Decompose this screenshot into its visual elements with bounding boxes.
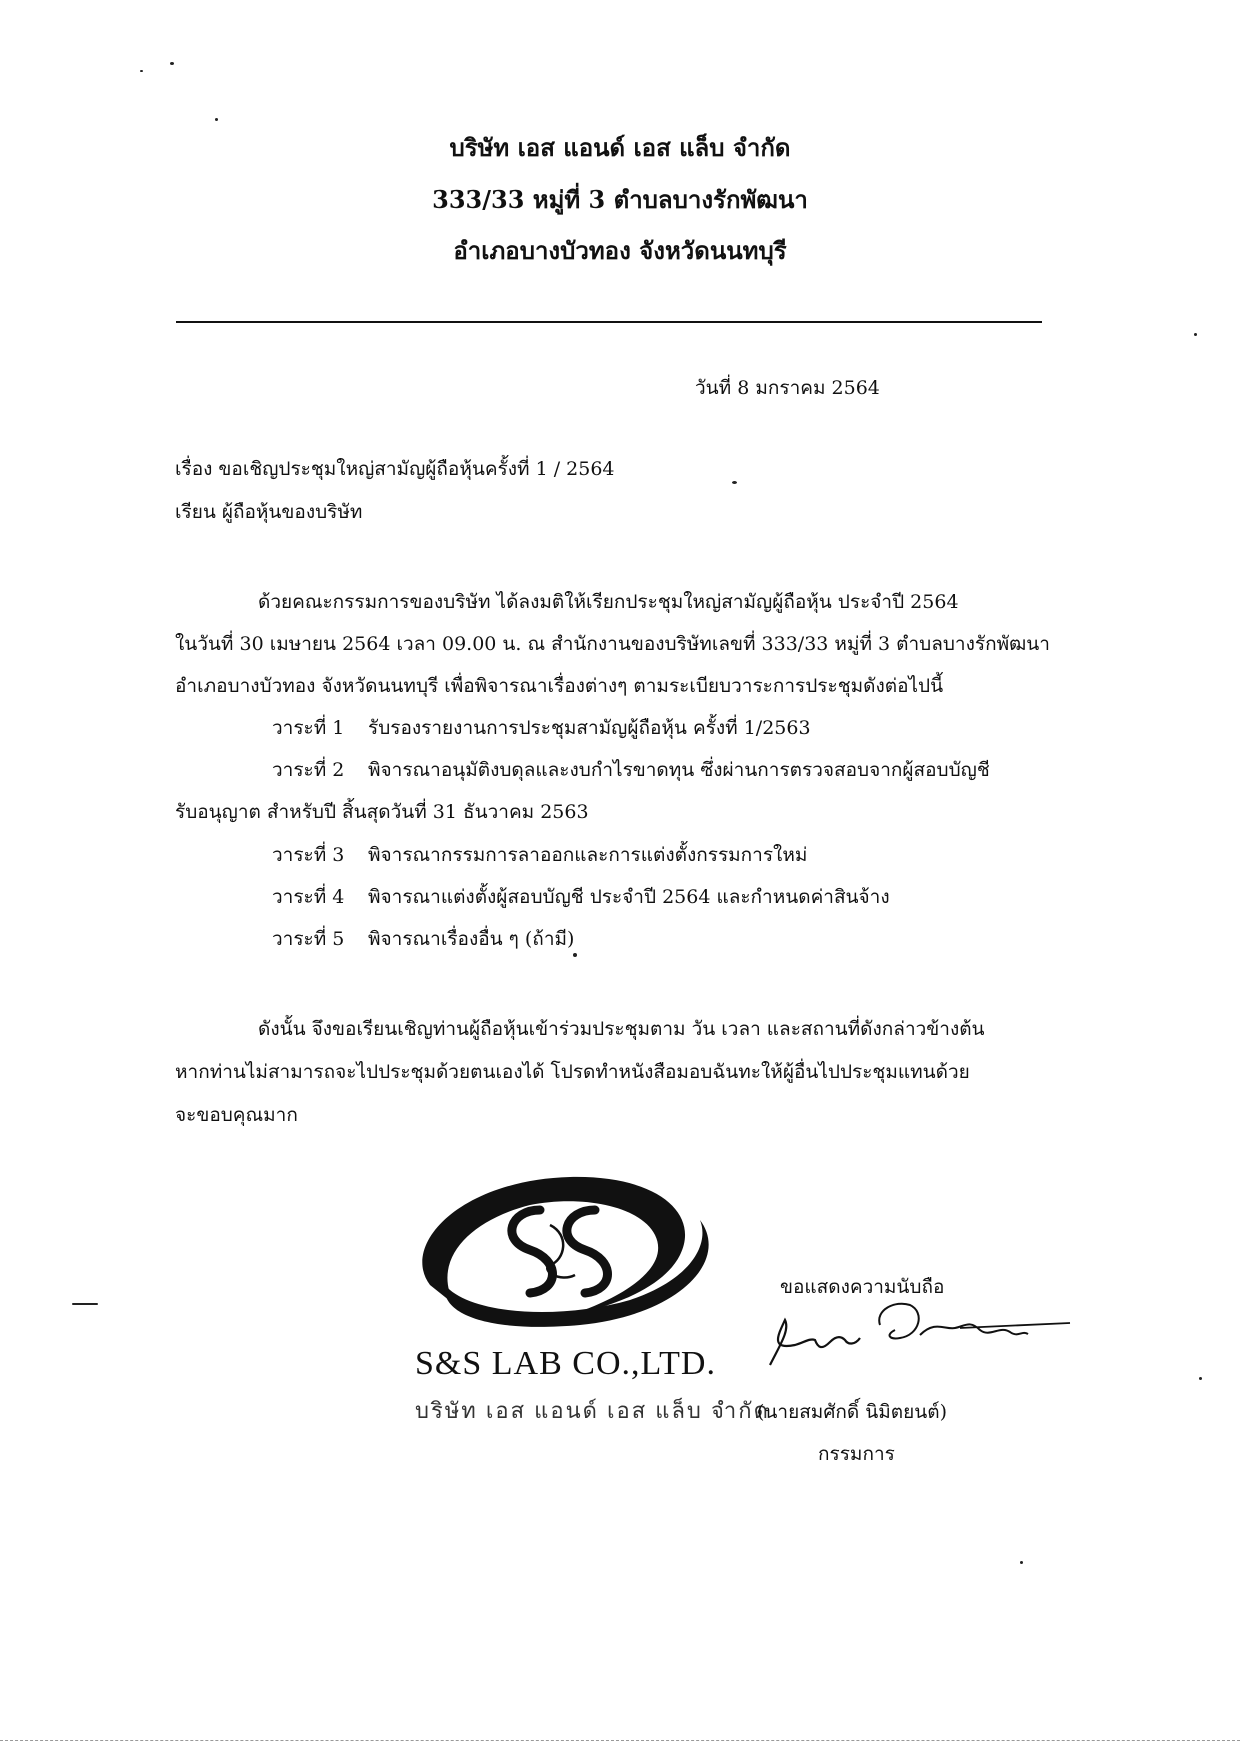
logo-name-th: บริษัท เอส แอนด์ เอส แล็บ จำกัด — [415, 1398, 770, 1423]
closing-line-3: จะขอบคุณมาก — [175, 1104, 298, 1126]
signer-name: (นายสมศักดิ์ นิมิตยนต์) — [757, 1401, 947, 1423]
scan-speck — [215, 118, 218, 121]
letter-recipient: เรียน ผู้ถือหุ้นของบริษัท — [175, 501, 363, 523]
agenda-number: วาระที่ 5 — [272, 928, 345, 950]
scan-edge — [0, 1740, 1240, 1741]
agenda-number: วาระที่ 4 — [272, 886, 345, 908]
scan-speck — [1020, 1561, 1023, 1564]
agenda-text: รับรองรายงานการประชุมสามัญผู้ถือหุ้น ครั้งที่ 1/2563 — [368, 717, 811, 739]
closing-line-1: ดังนั้น จึงขอเรียนเชิญท่านผู้ถือหุ้นเข้าร่วมประชุมตาม วัน เวลา และสถานที่ดังกล่าวข้างต้น — [258, 1018, 985, 1040]
company-name: บริษัท เอส แอนด์ เอส แล็บ จำกัด — [449, 133, 791, 162]
scan-speck — [72, 1303, 98, 1305]
agenda-text-continuation: รับอนุญาต สำหรับปี สิ้นสุดวันที่ 31 ธันวาคม 2563 — [175, 801, 589, 823]
handwritten-signature — [760, 1290, 1080, 1380]
intro-line-2: ในวันที่ 30 เมษายน 2564 เวลา 09.00 น. ณ สำนักงานของบริษัทเลขที่ 333/33 หมู่ที่ 3 ตำบลบางรักพัฒนา — [175, 633, 1050, 655]
agenda-number: วาระที่ 3 — [272, 844, 345, 866]
company-address-line1: 333/33 หมู่ที่ 3 ตำบลบางรักพัฒนา — [432, 185, 808, 214]
intro-line-3: อำเภอบางบัวทอง จังหวัดนนทบุรี เพื่อพิจารณาเรื่องต่างๆ ตามระเบียบวาระการประชุมดังต่อไปนี้ — [175, 675, 944, 697]
signer-title: กรรมการ — [818, 1443, 895, 1465]
agenda-text: พิจารณาอนุมัติงบดุลและงบกำไรขาดทุน ซึ่งผ่านการตรวจสอบจากผู้สอบบัญชี — [368, 759, 990, 781]
closing-regards: ขอแสดงความนับถือ — [780, 1276, 945, 1298]
letter-subject: เรื่อง ขอเชิญประชุมใหญ่สามัญผู้ถือหุ้นครั้งที่ 1 / 2564 — [175, 458, 615, 480]
agenda-number: วาระที่ 1 — [272, 717, 345, 739]
scan-speck — [732, 481, 737, 484]
header-divider — [176, 321, 1042, 323]
scan-speck — [573, 953, 577, 957]
scan-speck — [140, 70, 143, 72]
logo-name-en: S&S LAB CO.,LTD. — [415, 1345, 716, 1382]
scan-speck — [1194, 333, 1197, 336]
intro-line-1: ด้วยคณะกรรมการของบริษัท ได้ลงมติให้เรียกประชุมใหญ่สามัญผู้ถือหุ้น ประจำปี 2564 — [258, 591, 959, 613]
agenda-text: พิจารณาเรื่องอื่น ๆ (ถ้ามี) — [368, 928, 575, 950]
scan-speck — [170, 62, 174, 65]
ss-logo-mark-icon — [400, 1165, 730, 1335]
company-logo — [400, 1165, 770, 1475]
agenda-number: วาระที่ 2 — [272, 759, 345, 781]
agenda-text: พิจารณาแต่งตั้งผู้สอบบัญชี ประจำปี 2564 และกำหนดค่าสินจ้าง — [368, 886, 890, 908]
letter-date: วันที่ 8 มกราคม 2564 — [695, 377, 880, 399]
closing-line-2: หากท่านไม่สามารถจะไปประชุมด้วยตนเองได้ โปรดทำหนังสือมอบฉันทะให้ผู้อื่นไปประชุมแทนด้วย — [175, 1061, 970, 1083]
agenda-text: พิจารณากรรมการลาออกและการแต่งตั้งกรรมการใหม่ — [368, 844, 808, 866]
scan-speck — [1199, 1377, 1202, 1380]
company-address-line2: อำเภอบางบัวทอง จังหวัดนนทบุรี — [453, 236, 787, 265]
